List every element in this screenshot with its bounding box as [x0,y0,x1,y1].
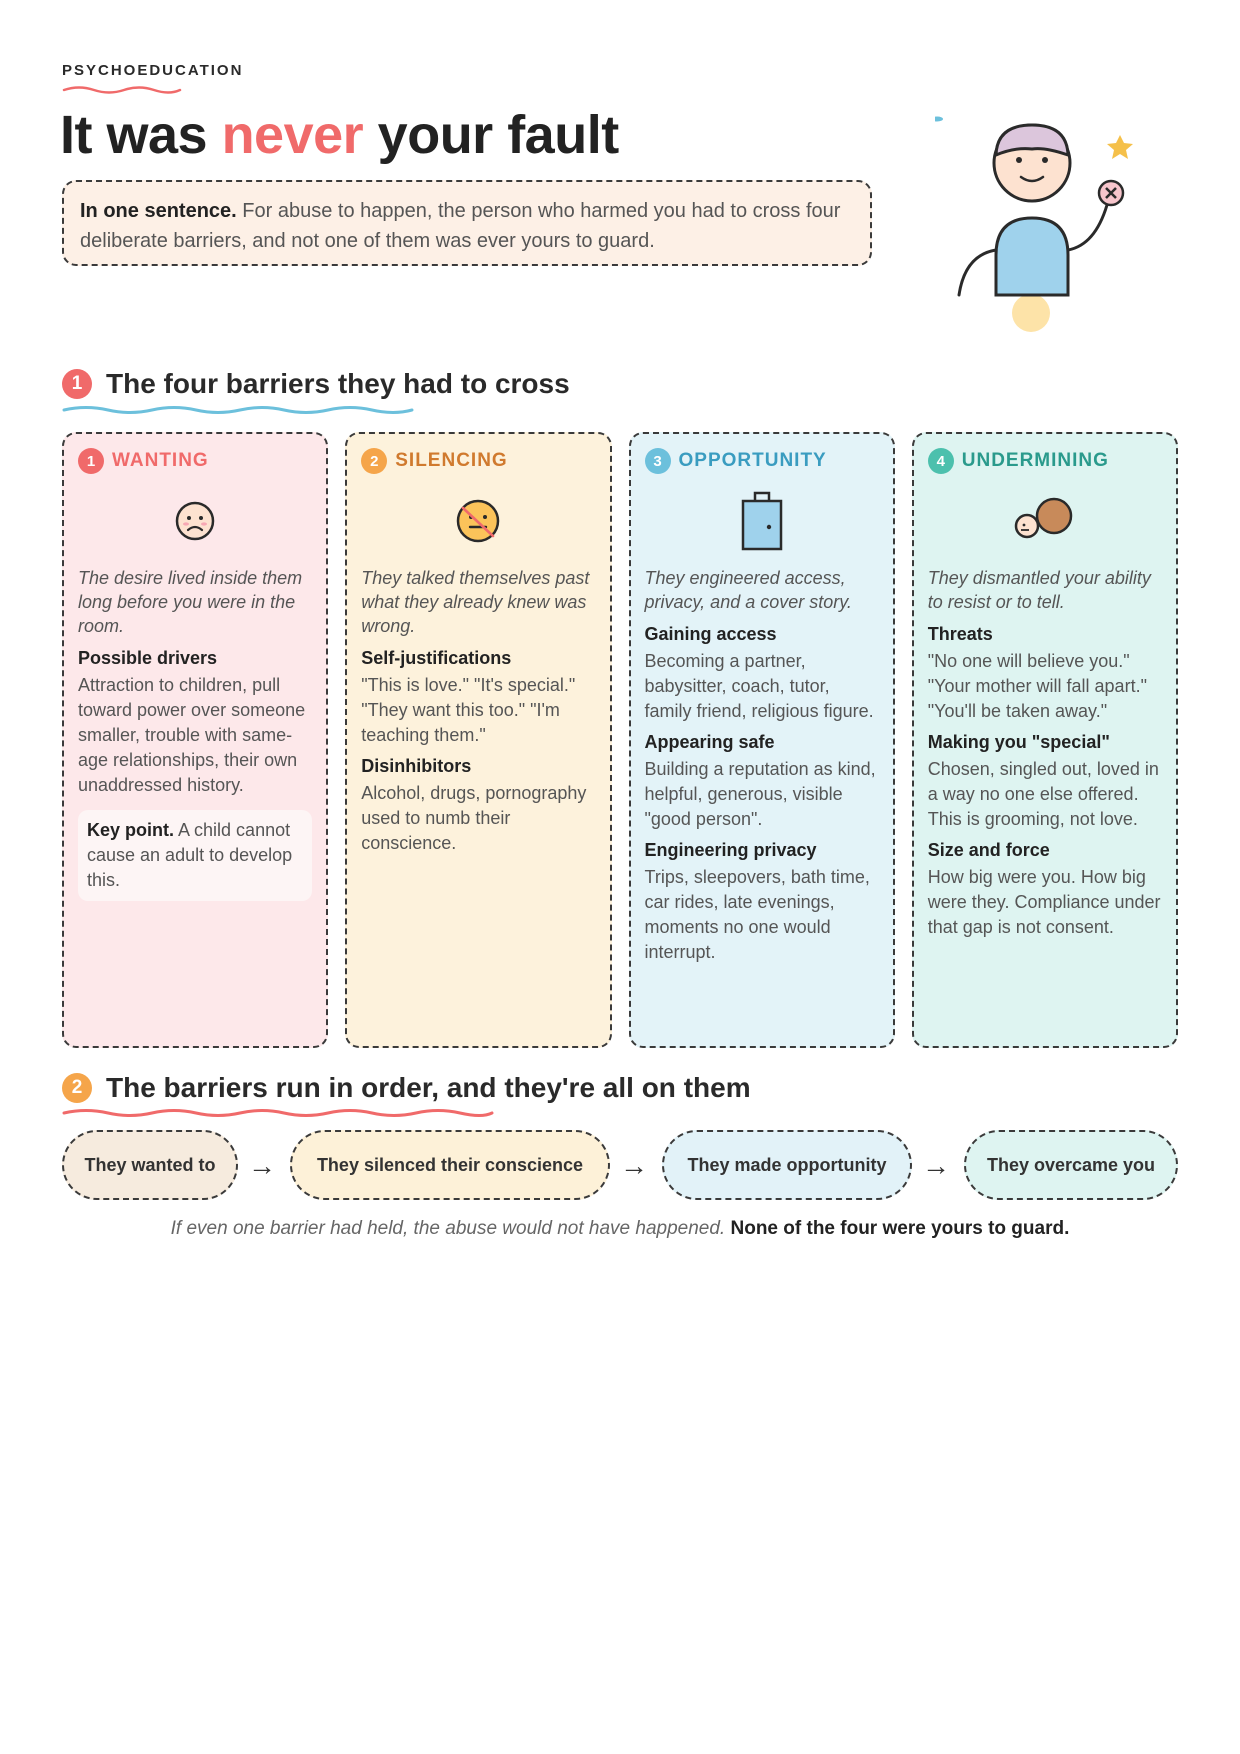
card-number-badge: 2 [361,448,387,474]
card-silencing [345,432,611,1048]
card-title: OPPORTUNITY [678,450,827,471]
section-2-badge: 2 [62,1073,92,1103]
card-wanting [62,432,328,1048]
barrier-cards [62,432,1178,1048]
footer-bold: None of the four were yours to guard. [725,1218,1070,1239]
card-opportunity [629,432,895,1048]
card-number-badge: 4 [928,448,954,474]
summary-bold: In one sentence. [80,200,237,222]
card-title: WANTING [112,450,209,471]
card-title: SILENCING [395,450,508,471]
flow-step-overcame: They overcame you [964,1130,1178,1200]
summary-text: For abuse to happen, the person who harmed you had to cross four deliberate barriers, and not one of them was ever yours to guard. [80,200,841,252]
section-2-title: The barriers run in order, and they're all on them [106,1072,751,1103]
card-subheading: Possible drivers [78,648,218,668]
page-title: It was never your fault [60,105,619,165]
key-point-label: Key point. [87,820,175,840]
card-number-badge: 1 [78,448,104,474]
card-lead: They dismantled your ability to resist or to tell. [927,568,1151,612]
card-subheading: Self-justifications [361,648,512,668]
footer-italic: If even one barrier had held, the abuse would not have happened. [170,1218,726,1239]
card-body: "No one will believe you." "Your mother will fall apart." "You'll be taken away." [927,651,1147,721]
key-point-text: A child cannot cause an adult to develop this. [87,820,293,890]
card-subheading: Threats [927,624,993,644]
barrier-sequence [62,1130,1178,1202]
small-and-big-figures-icon [928,486,1162,556]
card-lead: They talked themselves past what they already knew was wrong. [361,568,590,636]
card-header [645,448,879,474]
card-body: Chosen, singled out, loved in a way no one else offered. This is grooming, not love. [927,759,1159,829]
muted-face-icon [361,486,595,556]
eyebrow-label: PSYCHOEDUCATION [62,62,244,79]
arrow-right-icon: → [248,1150,276,1181]
card-lead: They engineered access, privacy, and a cover story. [644,568,852,612]
sad-face-icon [78,486,312,556]
flow-step-wanted: They wanted to [62,1130,238,1200]
card-body: Trips, sleepovers, bath time, car rides, late evenings, moments no one would interrupt. [644,867,870,962]
section-1-heading [62,368,570,400]
card-subheading: Appearing safe [644,732,775,752]
section-1-title: The four barriers they had to cross [106,368,570,399]
child-illustration [935,105,1165,345]
card-undermining [912,432,1178,1048]
card-subheading: Engineering privacy [644,840,817,860]
card-lead: The desire lived inside them long before you were in the room. [78,568,303,636]
section-1-badge: 1 [62,369,92,399]
card-subheading: Size and force [927,840,1050,860]
card-header [78,448,312,474]
card-title: UNDERMINING [961,450,1109,471]
card-header [928,448,1162,474]
card-body: "This is love." "It's special." "They want this too." "I'm teaching them." [361,675,576,745]
arrow-right-icon: → [620,1150,648,1181]
card-body: Becoming a partner, babysitter, coach, tutor, family friend, religious figure. [644,651,874,721]
card-body: How big were you. How big were they. Compliance under that gap is not consent. [927,867,1161,937]
flow-step-silenced: They silenced their conscience [290,1130,610,1200]
card-body: Building a reputation as kind, helpful, generous, visible "good person". [644,759,876,829]
card-body: Alcohol, drugs, pornography used to numb their conscience. [361,783,587,853]
footer-note [62,1218,1178,1240]
card-header [361,448,595,474]
card-body: Attraction to children, pull toward power over someone smaller, trouble with same-age relationships, their own unaddressed history. [78,675,306,795]
key-point-box [78,810,312,901]
summary-box [62,180,872,266]
eyebrow-squiggle [62,84,182,94]
section-2-squiggle [62,1108,494,1118]
arrow-right-icon: → [922,1150,950,1181]
door-icon [645,486,879,556]
card-number-badge: 3 [645,448,671,474]
section-2-heading [62,1072,751,1104]
card-subheading: Making you "special" [927,732,1110,752]
flow-step-opportunity: They made opportunity [662,1130,912,1200]
card-subheading: Disinhibitors [361,756,472,776]
card-subheading: Gaining access [644,624,777,644]
section-1-squiggle [62,405,414,415]
